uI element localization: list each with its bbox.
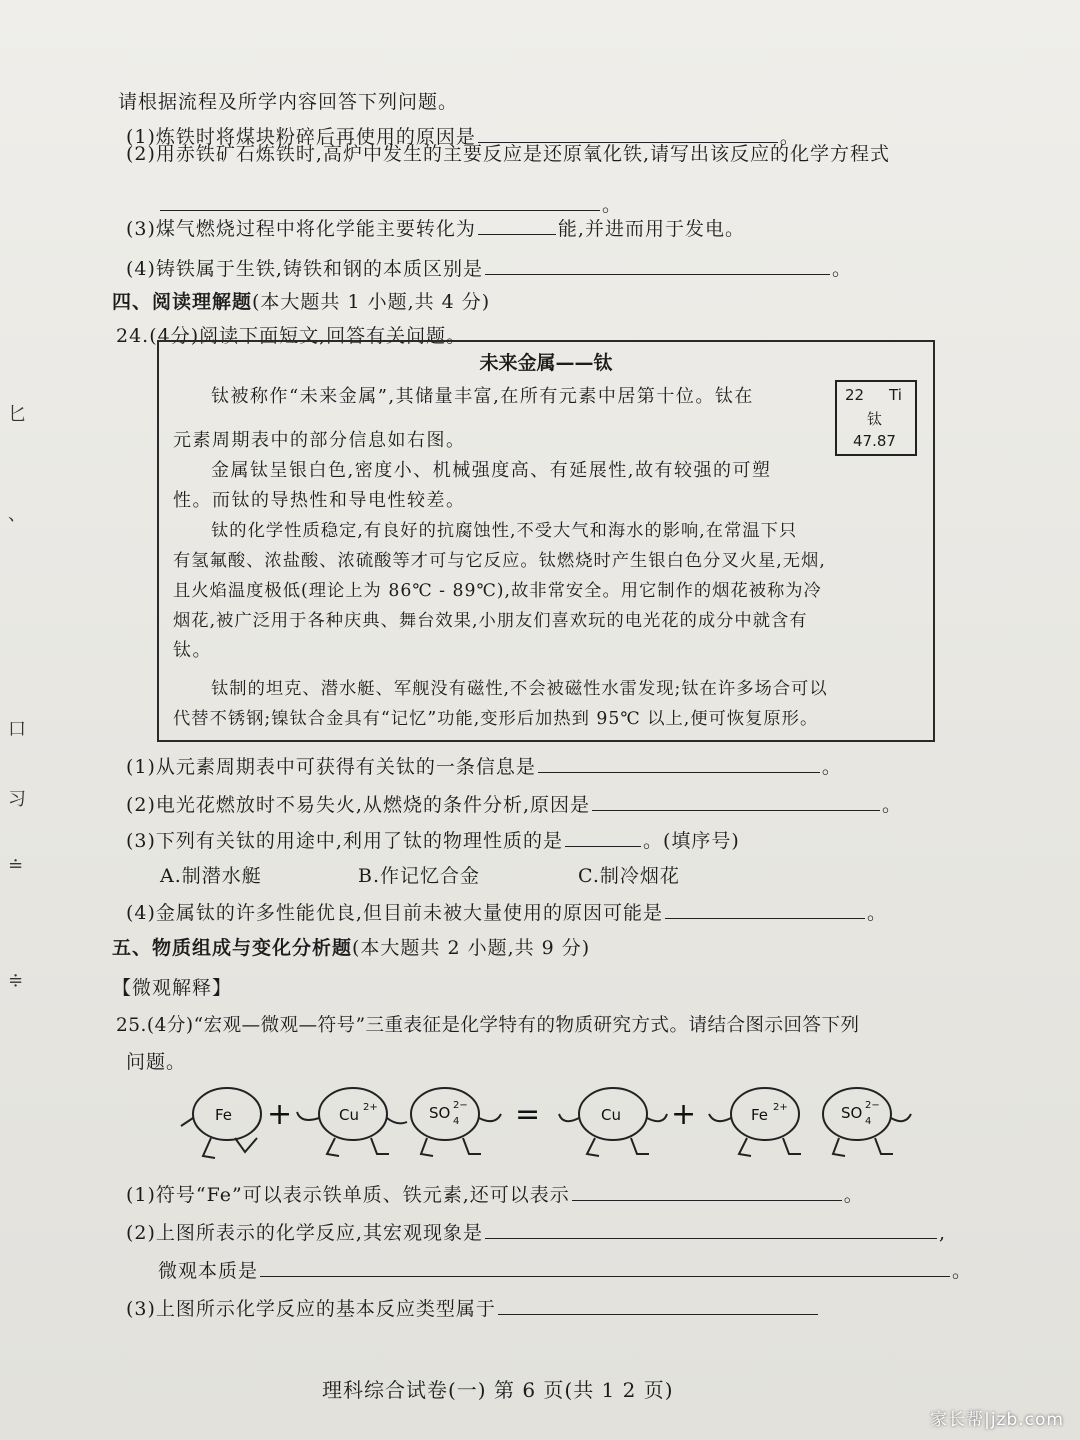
- site-watermark: 家长帮|jzb.com: [930, 1410, 1064, 1430]
- atomic-number: 22: [845, 386, 865, 404]
- q23-sub1-text: (1)炼铁时将煤块粉碎后再使用的原因是: [126, 126, 476, 148]
- so4-subscript: 4: [453, 1116, 460, 1127]
- passage-line: 钛被称作“未来金属”,其储量丰富,在所有元素中居第十位。钛在: [211, 386, 754, 407]
- answer-blank[interactable]: [160, 190, 600, 211]
- passage-line: 元素周期表中的部分信息如右图。: [173, 430, 466, 451]
- q23-sub4: (4)铸铁属于生铁,铸铁和钢的本质区别是 。: [126, 254, 852, 283]
- section4-note: (本大题共 1 小题,共 4 分): [252, 291, 491, 313]
- passage-line: 金属钛呈银白色,密度小、机械强度高、有延展性,故有较强的可塑: [211, 460, 772, 481]
- cu2-label: Cu: [339, 1106, 359, 1124]
- periodic-table-cell: [835, 380, 917, 456]
- q25-sub2: (2)上图所表示的化学反应,其宏观现象是 ,: [126, 1218, 946, 1247]
- section5-note: (本大题共 2 小题,共 9 分): [352, 937, 591, 959]
- so4-charge-right: 2−: [865, 1100, 880, 1111]
- answer-blank[interactable]: [485, 1218, 937, 1239]
- so4-subscript-right: 4: [865, 1116, 872, 1127]
- answer-blank[interactable]: [485, 254, 830, 275]
- section4-heading-line: [112, 288, 490, 316]
- q24-prompt: 24.(4分)阅读下面短文,回答有关问题。: [116, 325, 467, 347]
- option-a: A.制潜水艇: [160, 865, 262, 887]
- passage-title: 未来金属——钛: [479, 352, 613, 374]
- plus-sign: +: [267, 1097, 293, 1132]
- element-name: 钛: [867, 410, 883, 428]
- q24-sub3: [126, 826, 740, 855]
- so4-label: SO: [429, 1104, 451, 1122]
- fe2-charge: 2+: [773, 1102, 788, 1113]
- q24-sub1-text: (1)从元素周期表中可获得有关钛的一条信息是: [126, 756, 536, 778]
- q25-sub2b: 微观本质是 。: [158, 1256, 972, 1285]
- q23-sub3-text: (3)煤气燃烧过程中将化学能主要转化为: [126, 218, 476, 240]
- option-b: B.作记忆合金: [358, 865, 481, 887]
- q25-sub1-text: (1)符号“Fe”可以表示铁单质、铁元素,还可以表示: [126, 1184, 570, 1206]
- element-symbol: Ti: [889, 386, 902, 404]
- section5-heading-line: [112, 934, 590, 962]
- page-footer-visible: [322, 1376, 674, 1404]
- q23-sub1: (1)炼铁时将煤块粉碎后再使用的原因是 。: [126, 122, 800, 151]
- answer-blank[interactable]: [538, 752, 820, 773]
- passage-line: 代替不锈钢;镍钛合金具有“记忆”功能,变形后加热到 95℃ 以上,便可恢复原形。: [173, 709, 819, 729]
- q24-sub4-text: (4)金属钛的许多性能优良,但目前未被大量使用的原因可能是: [126, 902, 663, 924]
- section4-heading: 四、阅读理解题: [112, 291, 253, 313]
- reading-passage-box: [157, 340, 935, 742]
- answer-blank[interactable]: [572, 1180, 842, 1201]
- q24-sub3-text: (3)下列有关钛的用途中,利用了钛的物理性质的是: [126, 830, 563, 852]
- margin-mark: 、: [8, 504, 26, 525]
- margin-mark: 口: [8, 719, 26, 740]
- q25-prompt-2: 问题。: [126, 1051, 187, 1073]
- passage-line: 有氢氟酸、浓盐酸、浓硫酸等才可与它反应。钛燃烧时产生银白色分叉火星,无烟,: [173, 551, 826, 571]
- answer-blank[interactable]: [565, 826, 641, 847]
- section5-heading: 五、物质组成与变化分析题: [112, 937, 353, 959]
- q25-sub1: (1)符号“Fe”可以表示铁单质、铁元素,还可以表示 。: [126, 1180, 864, 1209]
- ion-reaction-diagram: [175, 1082, 915, 1172]
- section5-subheading: 【微观解释】: [112, 977, 233, 999]
- answer-blank[interactable]: [665, 898, 865, 919]
- fe2-label: Fe: [751, 1106, 769, 1124]
- q24-sub1: (1)从元素周期表中可获得有关钛的一条信息是 。: [126, 752, 842, 781]
- q25-sub2b-text: 微观本质是: [158, 1260, 259, 1282]
- cu2-charge: 2+: [363, 1102, 378, 1113]
- plus-sign-2: +: [671, 1097, 697, 1132]
- answer-blank[interactable]: [592, 790, 880, 811]
- passage-line: 钛。: [173, 640, 212, 661]
- answer-blank[interactable]: [260, 1256, 950, 1277]
- fe-label: Fe: [215, 1106, 233, 1124]
- atomic-mass: 47.87: [853, 432, 896, 450]
- q23-sub3-tail: 能,并进而用于发电。: [557, 218, 745, 240]
- q25-sub3-text: (3)上图所示化学反应的基本反应类型属于: [126, 1298, 496, 1320]
- q25-sub3: [126, 1294, 820, 1323]
- so4-label-right: SO: [841, 1104, 863, 1122]
- q24-sub2-text: (2)电光花燃放时不易失火,从燃烧的条件分析,原因是: [126, 794, 590, 816]
- equals-sign: =: [515, 1097, 541, 1132]
- q24-options: [160, 862, 680, 890]
- margin-mark: ≐: [8, 855, 24, 876]
- passage-line: 且火焰温度极低(理论上为 86℃ - 89℃),故非常安全。用它制作的烟花被称为冷: [173, 581, 822, 601]
- q24-sub3-tail: 。(填序号): [642, 830, 740, 852]
- q25-sub2-text: (2)上图所表示的化学反应,其宏观现象是: [126, 1222, 483, 1244]
- margin-mark: 习: [8, 789, 26, 810]
- passage-line: 性。而钛的导热性和导电性较差。: [173, 490, 466, 511]
- q24-sub4: (4)金属钛的许多性能优良,但目前未被大量使用的原因可能是 。: [126, 898, 887, 927]
- option-c: C.制冷烟花: [578, 865, 680, 887]
- q25-prompt-1: 25.(4分)“宏观—微观—符号”三重表征是化学特有的物质研究方式。请结合图示回答下列: [116, 1015, 860, 1036]
- q23-sub2: (2)用赤铁矿石炼铁时,高炉中发生的主要反应是还原氧化铁,请写出该反应的化学方程式: [126, 143, 890, 165]
- q23-sub2-blank-line: 。: [158, 190, 622, 219]
- footer-text: 理科综合试卷(一) 第 6 页(共 1 2 页): [322, 1378, 674, 1402]
- passage-line: 钛的化学性质稳定,有良好的抗腐蚀性,不受大气和海水的影响,在常温下只: [211, 521, 798, 541]
- q24-sub2: (2)电光花燃放时不易失火,从燃烧的条件分析,原因是 。: [126, 790, 902, 819]
- q23-sub4-text: (4)铸铁属于生铁,铸铁和钢的本质区别是: [126, 258, 483, 280]
- q23-intro: 请根据流程及所学内容回答下列问题。: [118, 91, 459, 113]
- answer-blank[interactable]: [478, 214, 556, 235]
- so4-charge: 2−: [453, 1100, 468, 1111]
- answer-blank[interactable]: [498, 1294, 818, 1315]
- q23-sub3: [126, 214, 745, 243]
- margin-mark: 匕: [8, 404, 26, 425]
- passage-line: 钛制的坦克、潜水艇、军舰没有磁性,不会被磁性水雷发现;钛在许多场合可以: [211, 679, 828, 699]
- cu-label: Cu: [601, 1106, 621, 1124]
- passage-line: 烟花,被广泛用于各种庆典、舞台效果,小朋友们喜欢玩的电光花的成分中就含有: [173, 611, 808, 631]
- margin-mark: ≑: [8, 970, 24, 991]
